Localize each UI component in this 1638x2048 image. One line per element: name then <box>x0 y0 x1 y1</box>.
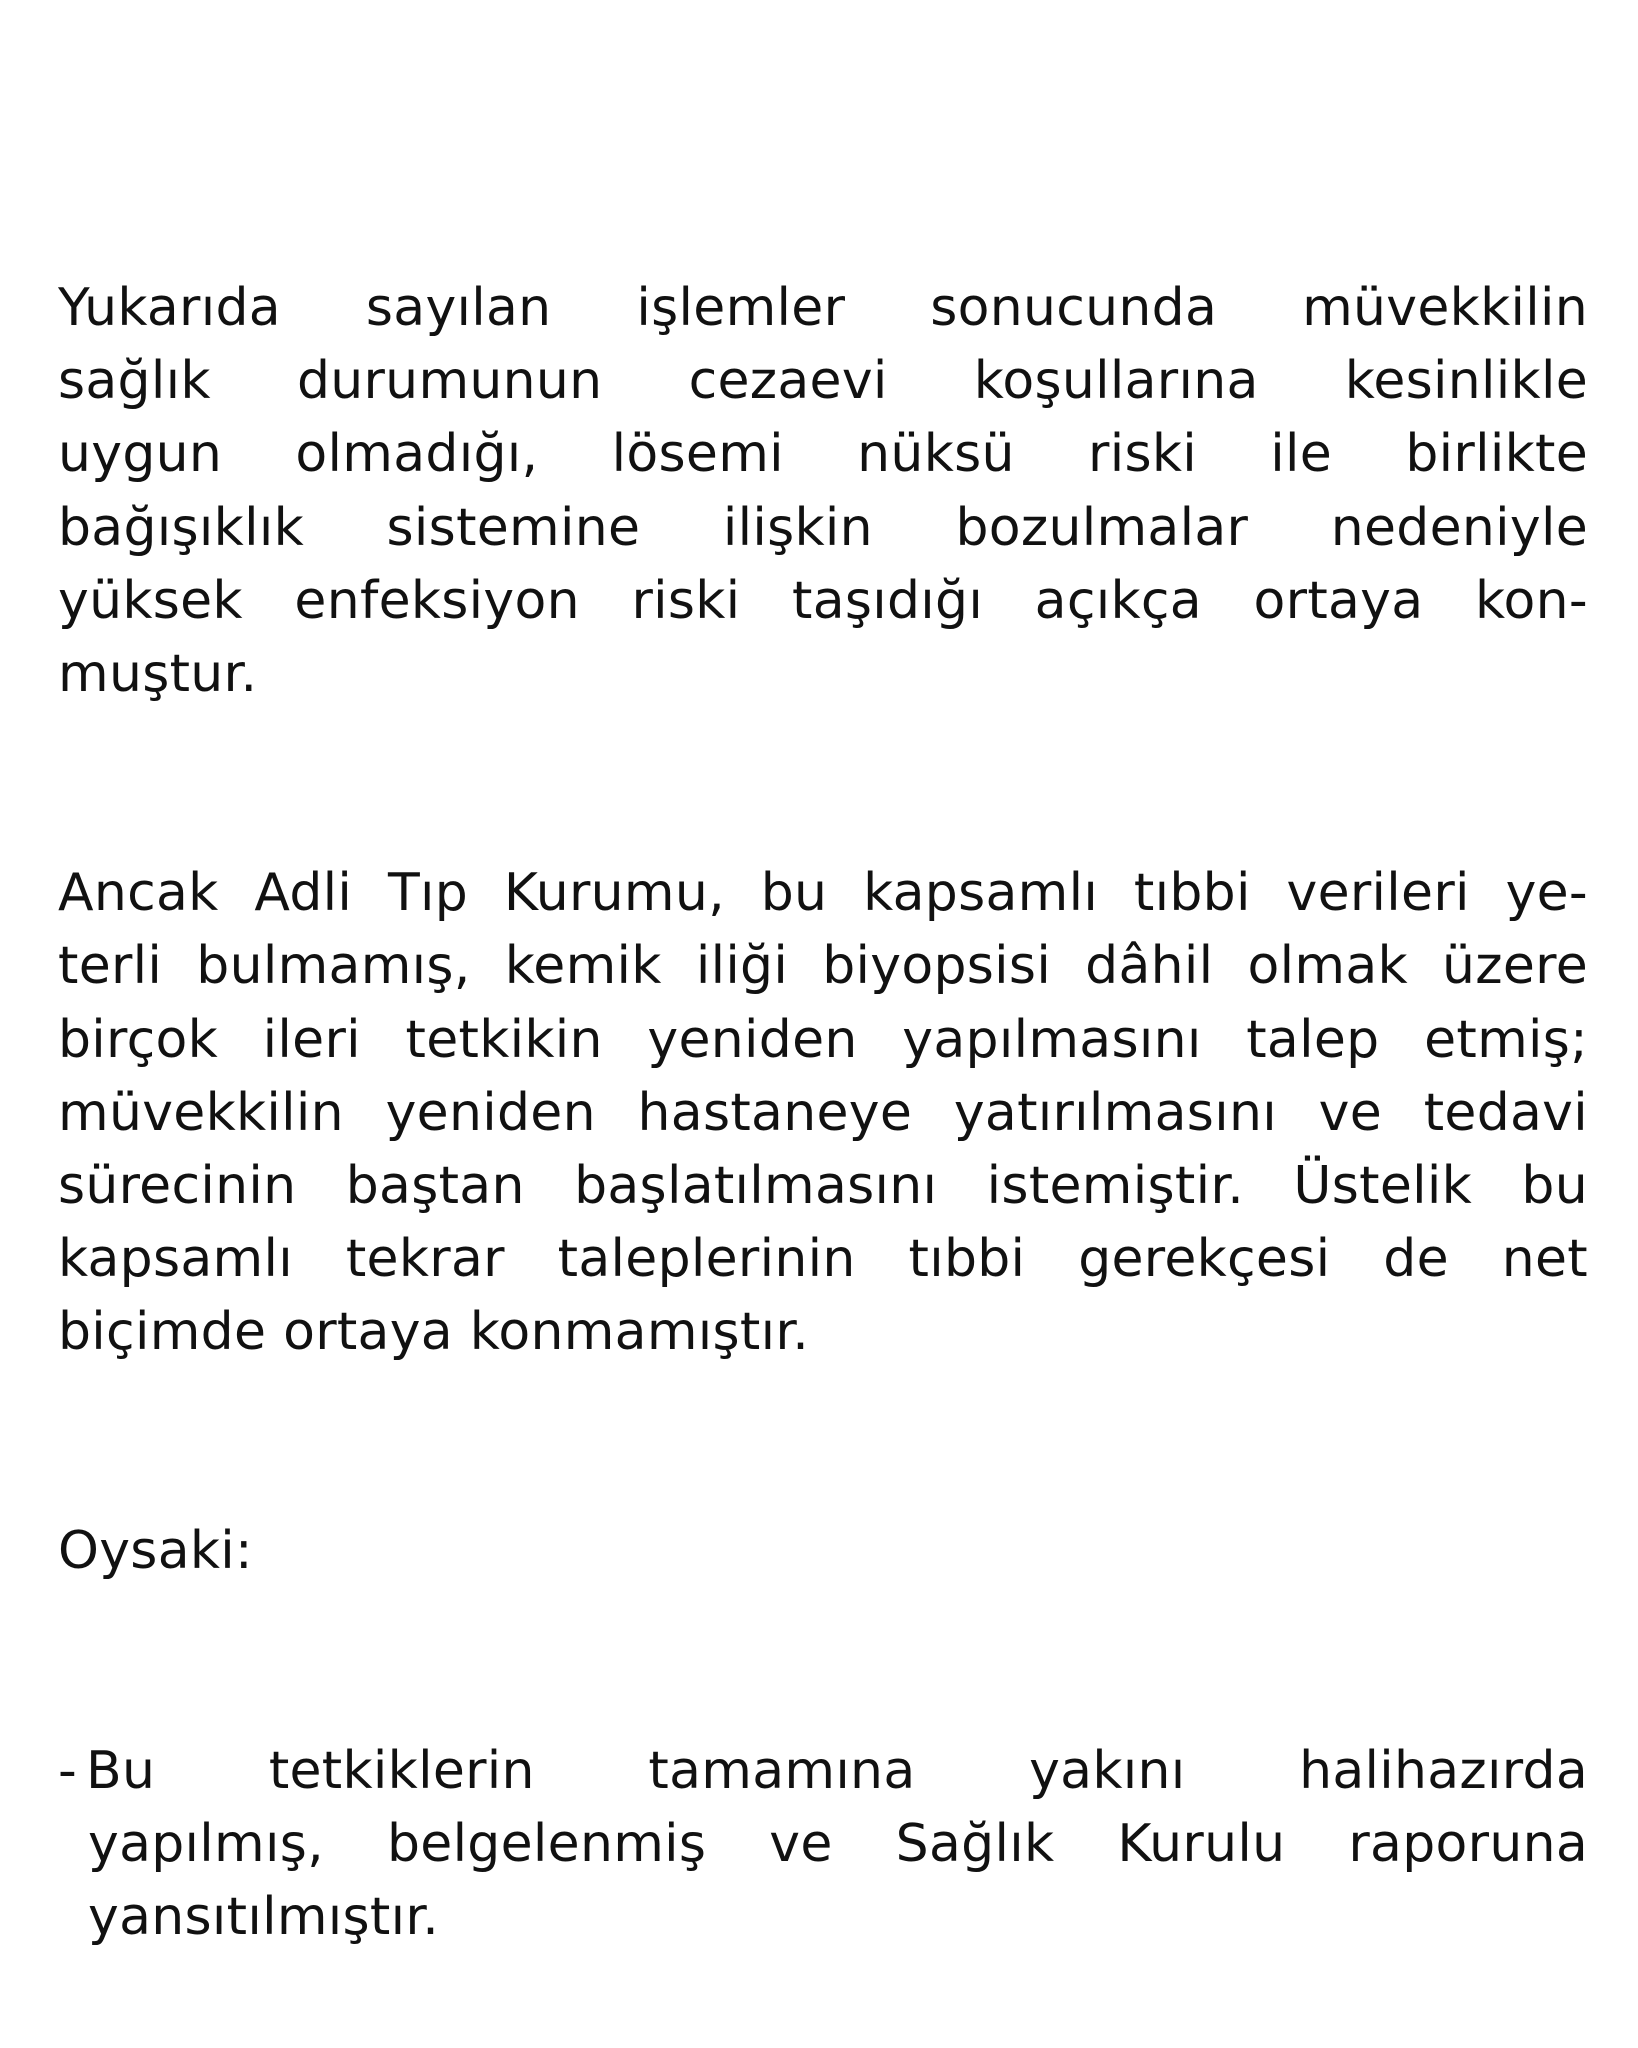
text-line: muştur. <box>58 643 258 704</box>
paragraph-forensic-medicine <box>58 857 1588 1369</box>
text-line: Oysaki: <box>58 1521 253 1582</box>
text-line: müvekkilin yeniden hastaneye yatırılmasını ve tedavi <box>58 1082 1588 1143</box>
text-line: Ancak Adli Tıp Kurumu, bu kapsamlı tıbbi verileri ye- <box>58 863 1588 924</box>
text-line: sağlık durumunun cezaevi koşullarına kesinlikle <box>58 351 1588 412</box>
bullet-text <box>88 1735 1588 1955</box>
text-line: yansıtılmıştır. <box>88 1887 440 1947</box>
text-line: bağışıklık sistemine ilişkin bozulmalar nedeniyle <box>58 497 1588 558</box>
text-line: biçimde ortaya konmamıştır. <box>58 1302 810 1363</box>
text-line: sürecinin baştan başlatılmasını istemiştir. Üstelik bu <box>58 1155 1588 1216</box>
text-line: Bu tetkiklerin tamamına yakını halihazırda <box>86 1740 1588 1801</box>
text-line: birçok ileri tetkikin yeniden yapılmasını talep etmiş; <box>58 1009 1588 1070</box>
paragraph-spacer <box>58 1369 1588 1515</box>
paragraph-spacer <box>58 1589 1588 1735</box>
text-line: yapılmış, belgelenmiş ve Sağlık Kurulu raporuna <box>88 1813 1588 1874</box>
paragraph-oysaki <box>58 1515 1588 1588</box>
text-line: kapsamlı tekrar taleplerinin tıbbi gerekçesi de net <box>58 1229 1588 1290</box>
bullet-item <box>58 1735 1588 1955</box>
text-line: uygun olmadığı, lösemi nüksü riski ile birlikte <box>58 424 1588 485</box>
document-page <box>58 272 1588 1954</box>
text-line: yüksek enfeksiyon riski taşıdığı açıkça ortaya kon- <box>58 570 1588 631</box>
paragraph-spacer <box>58 711 1588 857</box>
paragraph-health-condition <box>58 272 1588 711</box>
text-line: Yukarıda sayılan işlemler sonucunda müvekkilin <box>58 278 1588 338</box>
text-line: terli bulmamış, kemik iliği biyopsisi dâhil olmak üzere <box>58 936 1588 997</box>
bullet-dash: - <box>58 1740 77 1801</box>
